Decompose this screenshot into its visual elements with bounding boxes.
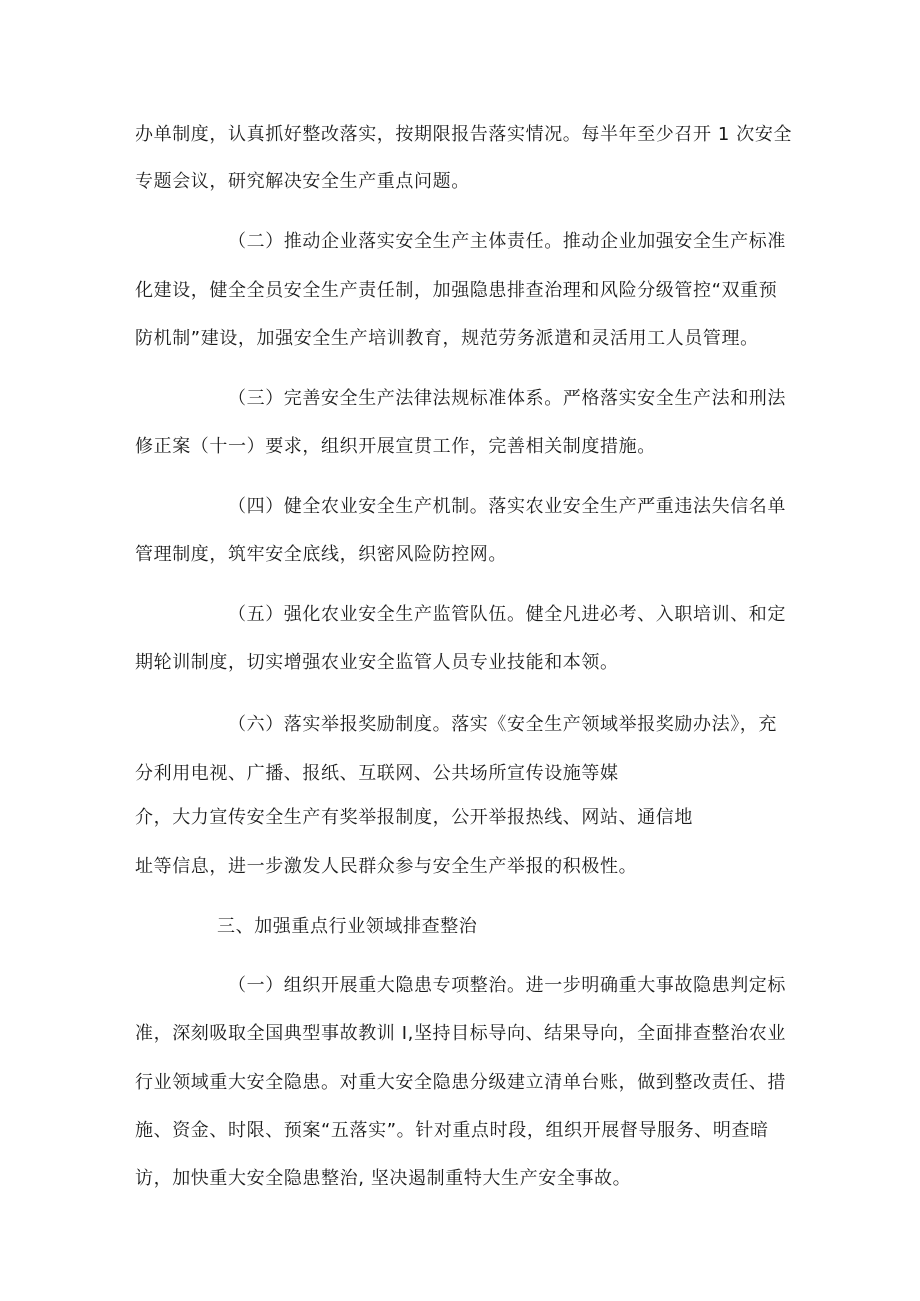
paragraph-first-line: （四）健全农业安全生产机制。落实农业安全生产严重违法失信名单 [228, 496, 786, 517]
paragraph-first-line: （一）组织开展重大隐患专项整治。进一步明确重大事故隐患判定标 [228, 975, 786, 996]
text-line: 址等信息，进一步激发人民群众参与安全生产举报的积极性。 [135, 856, 638, 877]
text-line: 防机制”建设，加强安全生产培训教育，规范劳务派遣和灵活用工人员管理。 [135, 328, 759, 349]
paragraph-first-line: （三）完善安全生产法律法规标准体系。严格落实安全生产法和刑法 [228, 388, 786, 409]
text-line: 修正案（十一）要求，组织开展宣贯工作，完善相关制度措施。 [135, 436, 656, 457]
section-heading: 三、加强重点行业领域排查整治 [217, 916, 478, 937]
text-line: 管理制度，筑牢安全底线，织密风险防控网。 [135, 544, 507, 565]
text-line: 化建设，健全全员安全生产责任制，加强隐患排查治理和风险分级管控“双重预 [135, 280, 778, 301]
paragraph-first-line: （二）推动企业落实安全生产主体责任。推动企业加强安全生产标准 [228, 231, 786, 252]
text-line: 行业领域重大安全隐患。对重大安全隐患分级建立清单台账，做到整改责任、措 [135, 1072, 786, 1093]
paragraph-first-line: （六）落实举报奖励制度。落实《安全生产领域举报奖励办法》，充 [228, 714, 777, 735]
text-line: 介，大力宣传安全生产有奖举报制度，公开举报热线、网站、通信地 [135, 807, 693, 828]
text-line: 期轮训制度，切实增强农业安全监管人员专业技能和本领。 [135, 652, 619, 673]
text-line: 分利用电视、广播、报纸、互联网、公共场所宣传设施等媒 [135, 763, 619, 784]
text-line: 施、资金、时限、预案“五落实”。针对重点时段，组织开展督导服务、明查暗 [135, 1120, 769, 1141]
text-line: 访，加快重大安全隐患整治, 坚决遏制重特大生产安全事故。 [135, 1168, 632, 1189]
text-line: 准，深刻吸取全国典型事故教训 I,坚持目标导向、结果导向，全面排查整治农业 [135, 1023, 786, 1044]
paragraph-first-line: （五）强化农业安全生产监管队伍。健全凡进必考、入职培训、和定 [228, 604, 786, 625]
text-line: 办单制度，认真抓好整改落实，按期限报告落实情况。每半年至少召开 1 次安全 [135, 124, 793, 145]
text-line: 专题会议，研究解决安全生产重点问题。 [135, 171, 470, 192]
